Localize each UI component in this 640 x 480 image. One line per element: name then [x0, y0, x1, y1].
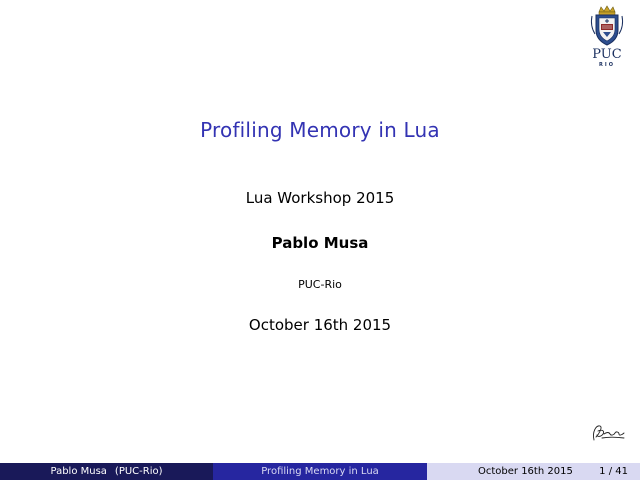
logo-subtext: RIO [599, 62, 615, 68]
footer-bar [0, 463, 640, 480]
footer-institute: (PUC-Rio) [114, 466, 163, 477]
puc-rio-logo [586, 4, 628, 70]
signature-icon [588, 422, 628, 444]
footer-date-section [427, 463, 640, 480]
crest-icon [586, 4, 628, 48]
footer-date: October 16th 2015 [478, 466, 573, 477]
presentation-title: Profiling Memory in Lua [200, 118, 440, 142]
footer-author-section [0, 463, 213, 480]
event-name: Lua Workshop 2015 [245, 189, 395, 207]
institute-name: PUC-Rio [298, 278, 342, 291]
footer-title: Profiling Memory in Lua [261, 466, 379, 477]
footer-title-section [213, 463, 427, 480]
presentation-date: October 16th 2015 [248, 316, 392, 334]
logo-text: PUC [592, 47, 622, 62]
author-name: Pablo Musa [271, 234, 369, 252]
footer-author: Pablo Musa [50, 466, 107, 477]
page-number: 1 / 41 [599, 466, 628, 477]
